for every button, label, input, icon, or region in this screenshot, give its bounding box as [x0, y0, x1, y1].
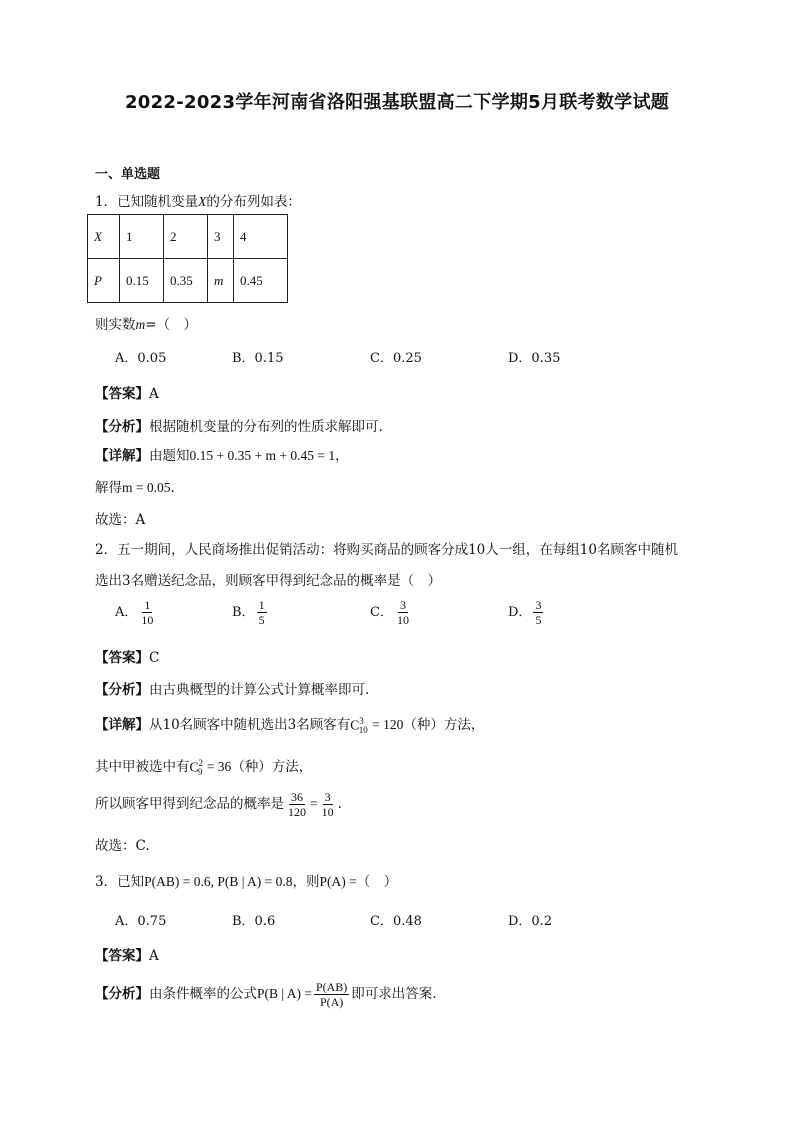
q1-solve-post: . — [170, 480, 175, 496]
table-cell: m — [208, 259, 234, 303]
q2-answer-value: C — [149, 650, 160, 666]
q2-detail1-pre: 从10名顾客中随机选出3名顾客有 — [149, 717, 351, 733]
q2-analysis-text: 由古典概型的计算公式计算概率即可. — [149, 682, 370, 698]
distribution-table — [87, 214, 288, 303]
detail-label: 【详解】 — [95, 717, 149, 733]
q3-analysis-pre: 由条件概率的公式 — [149, 986, 257, 1002]
analysis-label: 【分析】 — [95, 682, 149, 698]
q3-answer-value: A — [149, 948, 159, 964]
q2-answer — [95, 646, 159, 666]
q3-stem-mid: ，则 — [292, 874, 320, 890]
q1-option-c: C．0.25 — [370, 351, 422, 366]
q3-option-c: C．0.48 — [370, 914, 422, 929]
table-cell: 1 — [120, 215, 164, 259]
q3-analysis-lhs: P(B | A) = — [257, 986, 312, 1001]
combination-symbol: $C^2_9$ — [189, 757, 204, 777]
q1-stem-text: 1．已知随机变量 — [95, 194, 199, 210]
option-letter: A． — [115, 605, 138, 620]
fraction: $\frac{3}{10}$ — [396, 598, 409, 627]
section-heading: 一、单选题 — [95, 167, 161, 182]
q2-detail-3 — [95, 790, 342, 819]
combination-symbol: $C^3_{10}$ — [350, 715, 368, 735]
fraction: $\frac{1}{10}$ — [141, 598, 154, 627]
q3-analysis-post: 即可求出答案. — [351, 986, 437, 1002]
answer-label: 【答案】 — [95, 948, 149, 964]
option-letter: B． — [232, 605, 255, 620]
table-row — [88, 259, 288, 303]
answer-label: 【答案】 — [95, 650, 149, 666]
q2-analysis — [95, 678, 369, 698]
q2-choose: 故选：C. — [95, 838, 150, 854]
q1-stem-end: 的分布列如表： — [206, 194, 301, 210]
q3-analysis — [95, 980, 437, 1009]
q2-option-d — [508, 598, 545, 627]
q1-analysis — [95, 415, 383, 435]
table-cell: P — [88, 259, 120, 303]
q2-detail-2 — [95, 755, 312, 777]
q1-detail-pre: 由题知 — [149, 448, 190, 464]
q3-option-a: A．0.75 — [115, 914, 167, 929]
q3-stem — [95, 870, 397, 890]
q1-option-a: A．0.05 — [115, 351, 167, 366]
q2-detail2-post: （种）方法， — [231, 759, 313, 775]
q1-ask-post: =（ ） — [145, 317, 198, 333]
table-cell: 0.15 — [120, 259, 164, 303]
analysis-label: 【分析】 — [95, 419, 149, 435]
q3-stem-math: P(AB) = 0.6, P(B | A) = 0.8 — [144, 874, 293, 889]
q2-detail1-post: （种）方法， — [403, 717, 485, 733]
q1-detail — [95, 444, 349, 464]
q3-option-d: D．0.2 — [508, 914, 553, 929]
q1-choose: 故选：A — [95, 512, 146, 528]
q1-answer — [95, 382, 159, 402]
table-row — [88, 215, 288, 259]
fraction: $\frac{3}{10}$ — [321, 790, 334, 819]
q2-option-b — [232, 598, 269, 627]
fraction: $\frac{P(AB)}{P(A)}$ — [315, 980, 348, 1009]
q2-stem-line2: 选出3名赠送纪念品，则顾客甲得到纪念品的概率是（ ） — [95, 573, 442, 589]
q1-detail-eq: 0.15 + 0.35 + m + 0.45 = 1 — [189, 448, 336, 463]
page-title: 2022-2023学年河南省洛阳强基联盟高二下学期5月联考数学试题 — [124, 92, 670, 113]
q1-ask-var: m — [135, 317, 146, 332]
table-cell: 4 — [234, 215, 288, 259]
q1-option-d: D．0.35 — [508, 351, 561, 366]
equals-sign: = — [310, 796, 318, 811]
q1-stem-var: X — [198, 194, 207, 209]
q1-ask — [95, 313, 197, 333]
q1-stem — [95, 190, 301, 210]
q2-detail2-pre: 其中甲被选中有 — [95, 759, 190, 775]
q2-detail2-eq: = 36 — [206, 759, 232, 774]
table-cell: 3 — [208, 215, 234, 259]
q3-stem-math2: P(A) = — [319, 874, 357, 889]
fraction: $\frac{1}{5}$ — [258, 598, 265, 627]
q3-stem-pre: 3．已知 — [95, 874, 145, 890]
fraction: $\frac{36}{120}$ — [288, 790, 306, 819]
q2-detail1-eq: = 120 — [372, 717, 404, 732]
fraction: $\frac{3}{5}$ — [535, 598, 542, 627]
q3-option-b: B．0.6 — [232, 914, 276, 929]
table-cell: 0.45 — [234, 259, 288, 303]
q1-detail-post: ， — [335, 448, 349, 464]
option-letter: D． — [508, 605, 532, 620]
q2-detail-1 — [95, 713, 484, 735]
q3-stem-post: （ ） — [356, 874, 398, 890]
detail-label: 【详解】 — [95, 448, 149, 464]
q3-answer — [95, 944, 159, 964]
q2-detail3-post: . — [337, 796, 342, 812]
table-cell: X — [88, 215, 120, 259]
q1-option-b: B．0.15 — [232, 351, 284, 366]
q2-detail3-pre: 所以顾客甲得到纪念品的概率是 — [95, 796, 284, 812]
q1-answer-value: A — [149, 386, 159, 402]
answer-label: 【答案】 — [95, 386, 149, 402]
q1-solve — [95, 476, 175, 496]
table-cell: 0.35 — [164, 259, 208, 303]
q1-solve-pre: 解得 — [95, 480, 122, 496]
q1-analysis-text: 根据随机变量的分布列的性质求解即可. — [149, 419, 383, 435]
option-letter: C． — [370, 605, 393, 620]
q2-stem-line1: 2．五一期间，人民商场推出促销活动：将购买商品的顾客分成10人一组，在每组10名顾客中随机 — [95, 542, 678, 558]
analysis-label: 【分析】 — [95, 986, 149, 1002]
q1-ask-pre: 则实数 — [95, 317, 136, 333]
q1-solve-eq: m = 0.05 — [122, 480, 171, 495]
q2-option-a — [115, 598, 157, 627]
table-cell: 2 — [164, 215, 208, 259]
q2-option-c — [370, 598, 413, 627]
